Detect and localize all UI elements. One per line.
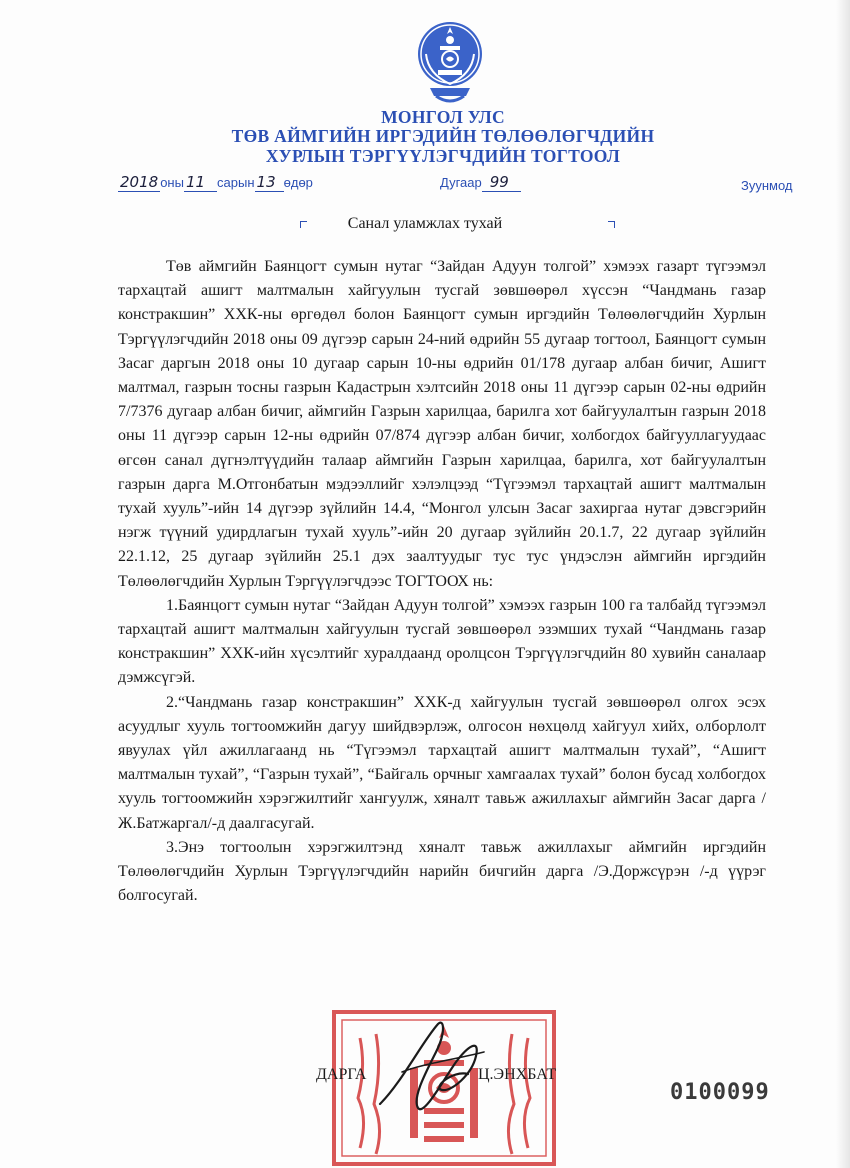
- clause-1-paragraph: 1.Баянцогт сумын нутаг “Зайдан Адуун толгой” хэмээх газрын 100 га талбайд түгээмэл тархацтай ашигт малтмалын хайгуулын тусгай зөвшөөрөл эзэмших тухай “Чандмань газар констракшин” ХХК-ийн хүсэлтийг хуралдаанд оролцсон Тэргүүлэгчдийн 80 хувийн саналаар дэмжсүгэй.: [118, 596, 766, 687]
- signatory-name: Ц.ЭНХБАТ: [478, 1066, 557, 1083]
- clause-2-paragraph: 2.“Чандмань газар констракшин” ХХК-д хайгуулын тусгай зөвшөөрөл олгох эсэх асуудлыг хууль тогтоомжийн дагуу шийдвэрлэж, олгосон нөхцөлд хайгуул хийх, олборлолт явуулах үйл ажиллагаанд нь “Түгээмэл тархацтай ашигт малтмалын тухай”, “Ашигт малтмалын тухай”, “Газрын тухай”, “Байгаль орчныг хамгаалах тухай” болон бусад холбогдох хууль тогтоомжийн хэрэгжилтийг хангуулж, хяналт тавьж ажиллахыг аймгийн Засаг дарга /Ж.Батжаргал/-д даалгасугай.: [118, 693, 766, 832]
- resolution-body: [118, 255, 766, 908]
- header-resolution: ХУРЛЫН ТЭРГҮҮЛЭГЧДИЙН ТОГТООЛ: [265, 146, 621, 166]
- date-day: 13: [255, 173, 284, 192]
- page-edge-shadow: [836, 0, 850, 1168]
- clause-3-paragraph: 3.Энэ тогтоолын хэрэгжилтэнд хяналт тавьж ажиллахыг аймгийн иргэдийн Төлөөлөгчдийн Хурлын Тэргүүлэгчдийн нарийн бичгийн дарга /Э.Доржсүрэн /-д үүрэг болгосугай.: [118, 838, 766, 905]
- date-line: [118, 173, 313, 191]
- number-label: Дугаар: [440, 175, 482, 190]
- date-month-suffix: сарын: [217, 175, 255, 190]
- number-value: 99: [482, 173, 521, 192]
- header-country: МОНГОЛ УЛС: [381, 107, 505, 127]
- header-council: ТӨВ АЙМГИЙН ИРГЭДИЙН ТӨЛӨӨЛӨГЧДИЙН: [231, 126, 655, 146]
- state-emblem-icon: [416, 14, 484, 108]
- date-year-suffix: оны: [160, 175, 184, 190]
- date-month: 11: [184, 173, 217, 192]
- preamble-paragraph: Төв аймгийн Баянцогт сумын нутаг “Зайдан Адуун толгой” хэмээх газарт түгээмэл тархацтай ашигт малтмалын хайгуулын тусгай зөвшөөрөл хүссэн “Чандмань газар констракшин” ХХК-ны өргөдөл болон Баянцогт сумын иргэдийн Төлөөлөгчдийн Хурлын Тэргүүлэгчдийн 2018 оны 09 дүгээр сарын 24-ний өдрийн 55 дугаар тогтоол, Баянцогт сумын Засаг даргын 2018 оны 10 дугаар сарын 10-ны өдрийн 01/178 дугаар албан бичиг, Ашигт малтмал, газрын тосны газрын Кадастрын хэлтсийн 2018 оны 11 дүгээр сарын 02-ны өдрийн 7/7376 дугаар албан бичиг, аймгийн Газрын харилцаа, барилга хот байгуулалтын газрын 2018 оны 11 дүгээр сарын 12-ны өдрийн 07/874 дүгээр албан бичиг, холбогдох байгууллагуудаас өгсөн санал дүгнэлтүүдийн талаар аймгийн Газрын харилцаа, барилга, хот байгуулалтын газрын дарга М.Отгонбатын мэдээллийг хэлэлцээд “Түгээмэл тархацтай ашигт малтмалын тухай хууль”-ийн 14 дүгээр зүйлийн 14.4, “Монгол улсын Засаг захиргаа нутаг дэвсгэрийн нэгж түүний удирдлагын тухай хууль”-ийн 20 дугаар зүйлийн 20.1.7, 22 дугаар зүйлийн 22.1.12, 25 дугаар зүйлийн 25.1 дэх заалтуудыг тус тус үндэслэн аймгийн иргэдийн Төлөөлөгчдийн Хурлын Тэргүүлэгчдээс ТОГТООХ нь:: [118, 258, 766, 590]
- handwritten-signature: [372, 1012, 492, 1122]
- signatory-title: ДАРГА: [316, 1066, 367, 1083]
- place-name: Зуунмод: [741, 178, 793, 193]
- serial-number: 0100099: [670, 1080, 770, 1105]
- date-year: 2018: [120, 173, 159, 191]
- number-line: [440, 173, 521, 191]
- date-day-suffix: өдөр: [283, 175, 313, 190]
- subject-title: Санал уламжлах тухай: [347, 215, 503, 232]
